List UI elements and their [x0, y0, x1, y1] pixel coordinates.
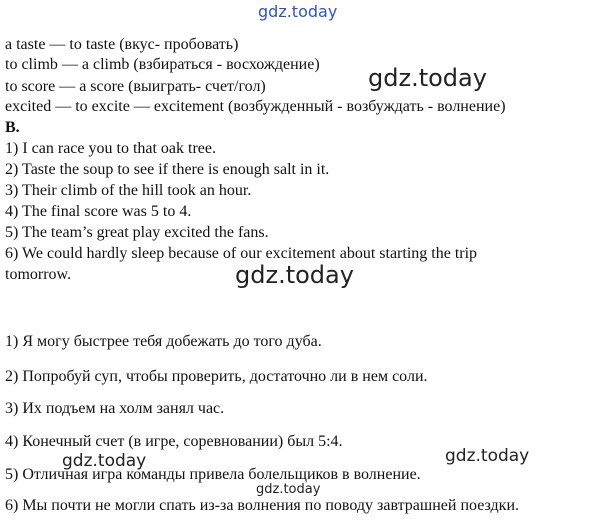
vocab-line-climb: to climb — a climb (взбираться - восхождение)	[5, 56, 320, 73]
sentence-3: 3) Their climb of the hill took an hour.	[5, 182, 252, 199]
sentence-4: 4) The final score was 5 to 4.	[5, 203, 192, 220]
watermark-main-middle: gdz.today	[235, 261, 354, 289]
vocab-line-taste: a taste — to taste (вкус- пробовать)	[5, 36, 239, 53]
translation-6: 6) Мы почти не могли спать из-за волнения по поводу завтрашней поездки.	[5, 497, 520, 514]
sentence-6: 6) We could hardly sleep because of our excitement about starting the trip	[5, 245, 478, 262]
translation-3: 3) Их подъем на холм занял час.	[5, 400, 225, 417]
translation-2: 2) Попробуй суп, чтобы проверить, достаточно ли в нем соли.	[5, 368, 428, 385]
vocab-line-excite: excited — to excite — excitement (возбужденный - возбуждать - волнение)	[5, 98, 506, 115]
sentence-5: 5) The team’s great play excited the fans.	[5, 224, 269, 241]
translation-5: 5) Отличная игра команды привела болельщиков в волнение.	[5, 466, 421, 483]
watermark-lower-right: gdz.today	[445, 446, 530, 466]
watermark-top: gdz.today	[258, 2, 338, 21]
watermark-small: gdz.today	[256, 482, 321, 497]
sentence-1: 1) I can race you to that oak tree.	[5, 140, 217, 157]
sentence-6-continued: tomorrow.	[5, 266, 72, 283]
sentence-2: 2) Taste the soup to see if there is enough salt in it.	[5, 161, 330, 178]
vocab-line-score: to score — a score (выиграть- счет/гол)	[5, 78, 266, 95]
section-b-heading: B.	[5, 119, 20, 136]
watermark-lower-left: gdz.today	[62, 451, 147, 471]
watermark-main-upper: gdz.today	[368, 64, 487, 92]
translation-4: 4) Конечный счет (в игре, соревновании) был 5:4.	[5, 433, 343, 450]
translation-1: 1) Я могу быстрее тебя добежать до того дуба.	[5, 333, 322, 350]
